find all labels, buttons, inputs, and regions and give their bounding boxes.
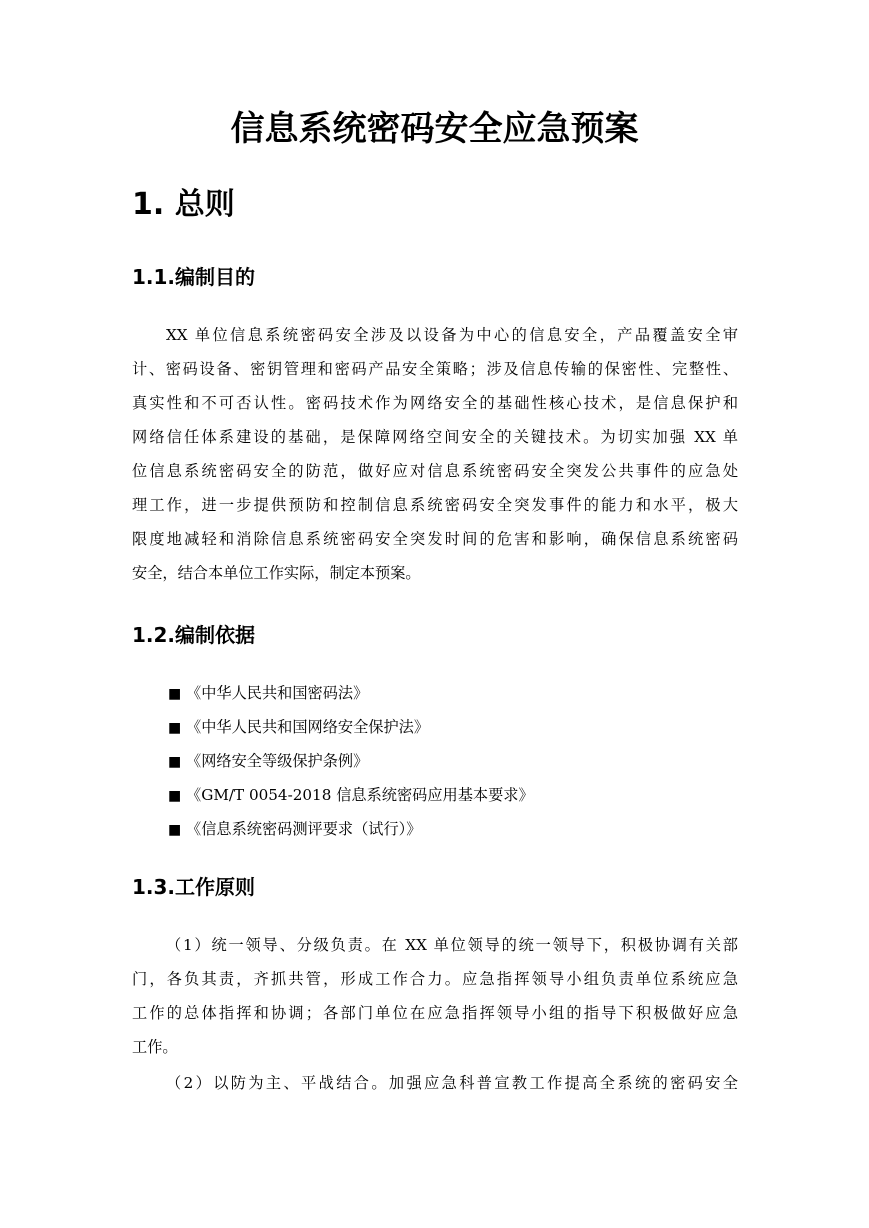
list-item: [168, 744, 534, 778]
list-item: [168, 812, 534, 846]
square-bullet-icon: ■: [168, 788, 182, 804]
paragraph-line: 工作的总体指挥和协调；各部门单位在应急指挥领导小组的指导下积极做好应急: [132, 1004, 738, 1022]
square-bullet-icon: ■: [168, 822, 182, 838]
paragraph-line: 理工作，进一步提供预防和控制信息系统密码安全突发事件的能力和水平，极大: [132, 496, 738, 514]
paragraph-line: 计、密码设备、密钥管理和密码产品安全策略；涉及信息传输的保密性、完整性、: [132, 360, 738, 378]
paragraph-line: 工作。: [132, 1038, 178, 1056]
reference-list: [168, 676, 534, 846]
square-bullet-icon: ■: [168, 720, 182, 736]
reference-title: 《网络安全等级保护条例》: [186, 752, 369, 770]
paragraph-line: 安全，结合本单位工作实际，制定本预案。: [132, 564, 421, 582]
paragraph-line: 真实性和不可否认性。密码技术作为网络安全的基础性核心技术，是信息保护和: [132, 394, 738, 412]
paragraph-line: 位信息系统密码安全的防范，做好应对信息系统密码安全突发公共事件的应急处: [132, 462, 738, 480]
reference-title: 《GM/T 0054-2018 信息系统密码应用基本要求》: [186, 786, 534, 804]
paragraph-line: 门，各负其责，齐抓共管，形成工作合力。应急指挥领导小组负责单位系统应急: [132, 970, 738, 988]
square-bullet-icon: ■: [168, 686, 182, 702]
list-item: [168, 676, 534, 710]
paragraph-line: 限度地减轻和消除信息系统密码安全突发时间的危害和影响，确保信息系统密码: [132, 530, 738, 548]
paragraph-line: XX 单位信息系统密码安全涉及以设备为中心的信息安全，产品覆盖安全审: [166, 326, 738, 344]
reference-title: 《中华人民共和国网络安全保护法》: [186, 718, 429, 736]
paragraph-line: 网络信任体系建设的基础，是保障网络空间安全的关键技术。为切实加强 XX 单: [132, 428, 738, 446]
list-item: [168, 778, 534, 812]
section-1-3-heading: 1.3.工作原则: [132, 875, 256, 899]
purpose-paragraph: [132, 318, 738, 590]
paragraph-line: （1）统一领导、分级负责。在 XX 单位领导的统一领导下，积极协调有关部: [166, 936, 738, 954]
list-item: [168, 710, 534, 744]
reference-title: 《中华人民共和国密码法》: [186, 684, 369, 702]
principle-paragraph-2: [132, 1066, 738, 1100]
paragraph-line: （2）以防为主、平战结合。加强应急科普宣教工作提高全系统的密码安全: [166, 1074, 738, 1092]
section-1-2-heading: 1.2.编制依据: [132, 623, 256, 647]
square-bullet-icon: ■: [168, 754, 182, 770]
section-1-1-heading: 1.1.编制目的: [132, 265, 256, 289]
section-1-heading: 1. 总则: [132, 187, 235, 222]
document-title: 信息系统密码安全应急预案: [230, 109, 639, 149]
principle-paragraph-1: [132, 928, 738, 1064]
reference-title: 《信息系统密码测评要求（试行）》: [186, 820, 422, 838]
